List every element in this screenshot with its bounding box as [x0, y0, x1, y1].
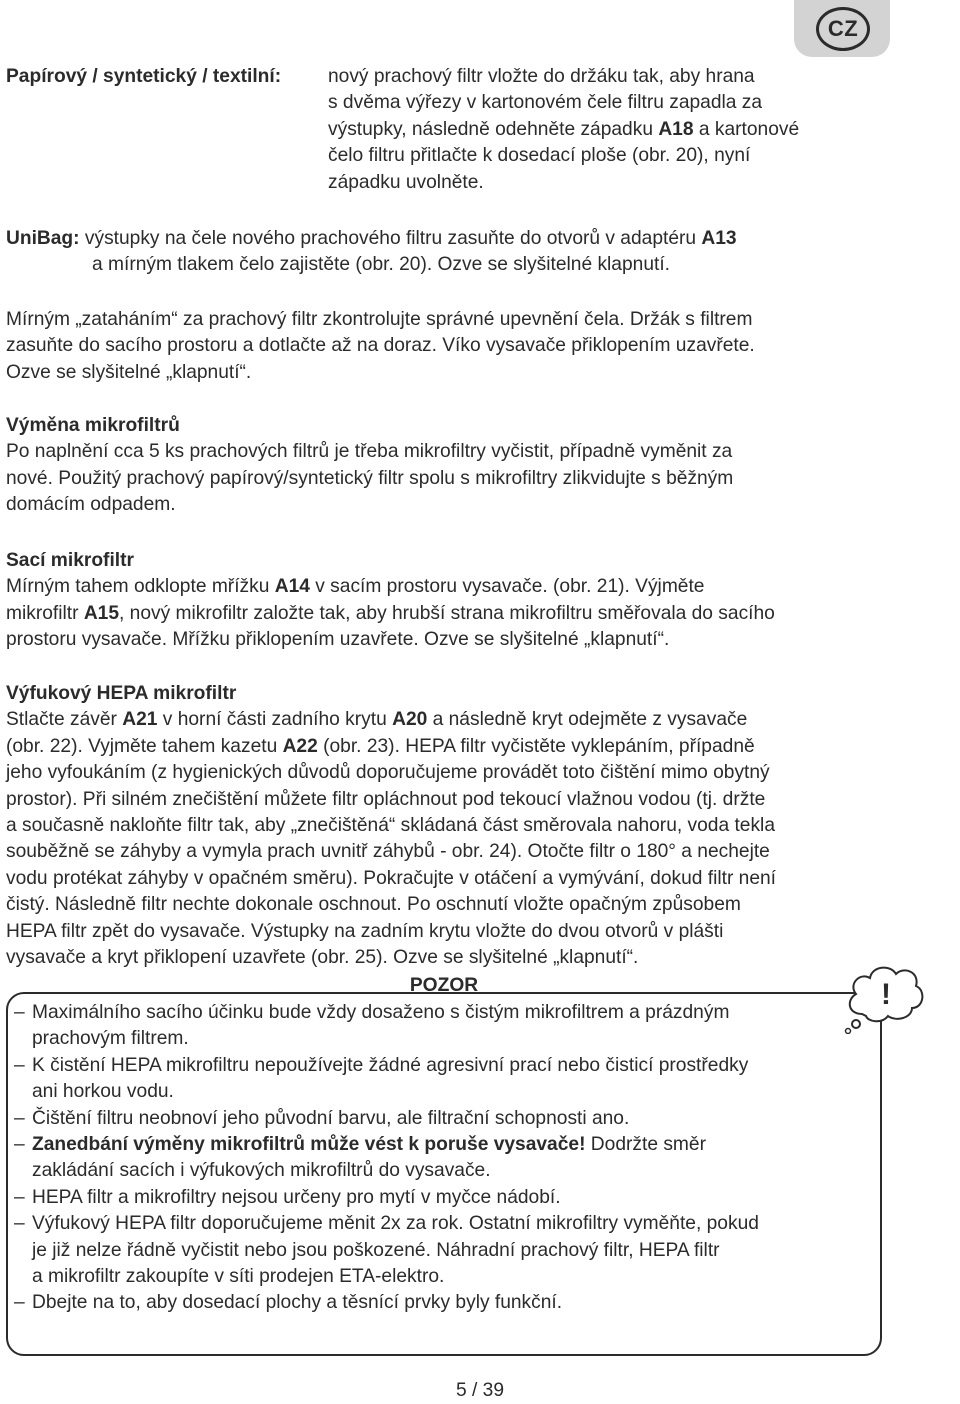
- section-title: Výměna mikrofiltrů: [6, 415, 180, 436]
- section-title: Výfukový HEPA mikrofiltr: [6, 683, 237, 704]
- warning-item: – Maximálního sacího účinku bude vždy dosaženo s čistým mikrofiltrem a prázdným prachovým filtrem.: [14, 1002, 730, 1050]
- ref-a22: A22: [282, 735, 318, 757]
- microfilter-change-section: Výměna mikrofiltrů Po naplnění cca 5 ks prachových filtrů je třeba mikrofiltry vyčistit, případně vyměnit za nové. Použitý prachový papírový/syntetický filtr spolu s mikrofiltry zlikvidujte s běžným domácím odpadem.: [6, 413, 956, 519]
- warning-item: – HEPA filtr a mikrofiltry nejsou určeny pro mytí v myčce nádobí.: [14, 1186, 561, 1208]
- warning-list: [14, 1000, 874, 1317]
- warning-item: – K čistění HEPA mikrofiltru nepoužívejte žádné agresivní prací nebo čisticí prostředky ani horkou vodu.: [14, 1054, 749, 1103]
- filter-paper-label: Papírový / syntetický / textilní:: [6, 66, 282, 87]
- page-number: 5 / 39: [455, 1380, 504, 1401]
- hepa-section: Výfukový HEPA mikrofiltr Stlačte závěr A21 v horní části zadního krytu A20 a následně kryt odejměte z vysavače (obr. 22). Vyjměte tahem kazetu A22 (obr. 23). HEPA filtr vyčistěte vyklepáním, případně jeho vyfoukáním (z hygienických důvodů doporučujeme provádět toto čištění mimo obytný prostor). Při silném znečištění můžete filtr opláchnout pod tekoucí vlažnou vodou (tj. držte a současně nakloňte filtr tak, aby „znečištěná“ skládaná část směrovala nahoru, voda tekla souběžně se záhyby a vymyla prach uvnitř záhybů - obr. 24). Otočte filtr o 180° a nechejte vodu protékat záhyby v opačném směru). Pokračujte v otáčení a vymývání, dokud filtr není čistý. Následně filtr nechte dokonale oschnout. Po oschnutí vložte opačným způsobem HEPA filtr zpět do vysavače. Výstupky na zadním krytu vložte do dvou otvorů v plášti vysavače a kryt přiklopení uzavřete (obr. 25). Ozve se slyšitelné „klapnutí“.: [6, 681, 956, 971]
- language-badge: [816, 7, 870, 51]
- ref-a18: A18: [658, 118, 694, 140]
- check-paragraph: Mírným „zataháním“ za prachový filtr zkontrolujte správné upevnění čela. Držák s filtrem zasuňte do sacího prostoru a dotlačte až na doraz. Víko vysavače přiklopením uzavřete. Ozve se slyšitelné „klapnutí“.: [6, 309, 755, 383]
- suction-microfilter-section: Sací mikrofiltr Mírným tahem odklopte mřížku A14 v sacím prostoru vysavače. (obr. 21). Výjměte mikrofiltr A15, nový mikrofiltr založte tak, aby hrubší strana mikrofiltru směřovala do sacího prostoru vysavače. Mřížku přiklopením uzavřete. Ozve se slyšitelné „klapnutí“.: [6, 548, 956, 654]
- warning-item: – Zanedbání výměny mikrofiltrů může vést k poruše vysavače! Dodržte směr zakládání sacích i výfukových mikrofiltrů do vysavače.: [14, 1134, 706, 1182]
- filter-paper-text: nový prachový filtr vložte do držáku tak, aby hrana s dvěma výřezy v kartonovém čele filtru zapadla za výstupky, následně odehněte západku A18 a kartonové čelo filtru přitlačte k dosedací ploše (obr. 20), nyní západku uvolněte.: [328, 66, 800, 193]
- unibag-label: UniBag:: [6, 228, 80, 249]
- exclamation-mark: !: [881, 978, 891, 1011]
- warning-title: POZOR: [409, 975, 479, 996]
- ref-a13: A13: [701, 228, 737, 249]
- language-code: CZ: [827, 15, 859, 41]
- warning-item: – Čištění filtru neobnoví jeho původní barvu, ale filtrační schopnosti ano.: [14, 1107, 630, 1129]
- unibag-paragraph: UniBag: výstupky na čele nového prachového filtru zasuňte do otvorů v adaptéru A13 a mírným tlakem čelo zajistěte (obr. 20). Ozve se slyšitelné klapnutí.: [6, 228, 737, 276]
- warning-item: – Dbejte na to, aby dosedací plochy a těsnící prvky byly funkční.: [14, 1292, 563, 1314]
- section-title: Sací mikrofiltr: [6, 550, 134, 571]
- ref-a20: A20: [392, 709, 428, 731]
- ref-a21: A21: [122, 709, 158, 731]
- ref-a14: A14: [274, 576, 310, 598]
- warning-item: – Výfukový HEPA filtr doporučujeme měnit 2x za rok. Ostatní mikrofiltry vyměňte, pokud je již nelze řádně vyčistit nebo jsou poškozené. Náhradní prachový filtr, HEPA filtr a mikrofiltr zakoupíte v síti prodejen ETA-elektro.: [14, 1213, 759, 1288]
- ref-a15: A15: [83, 602, 120, 624]
